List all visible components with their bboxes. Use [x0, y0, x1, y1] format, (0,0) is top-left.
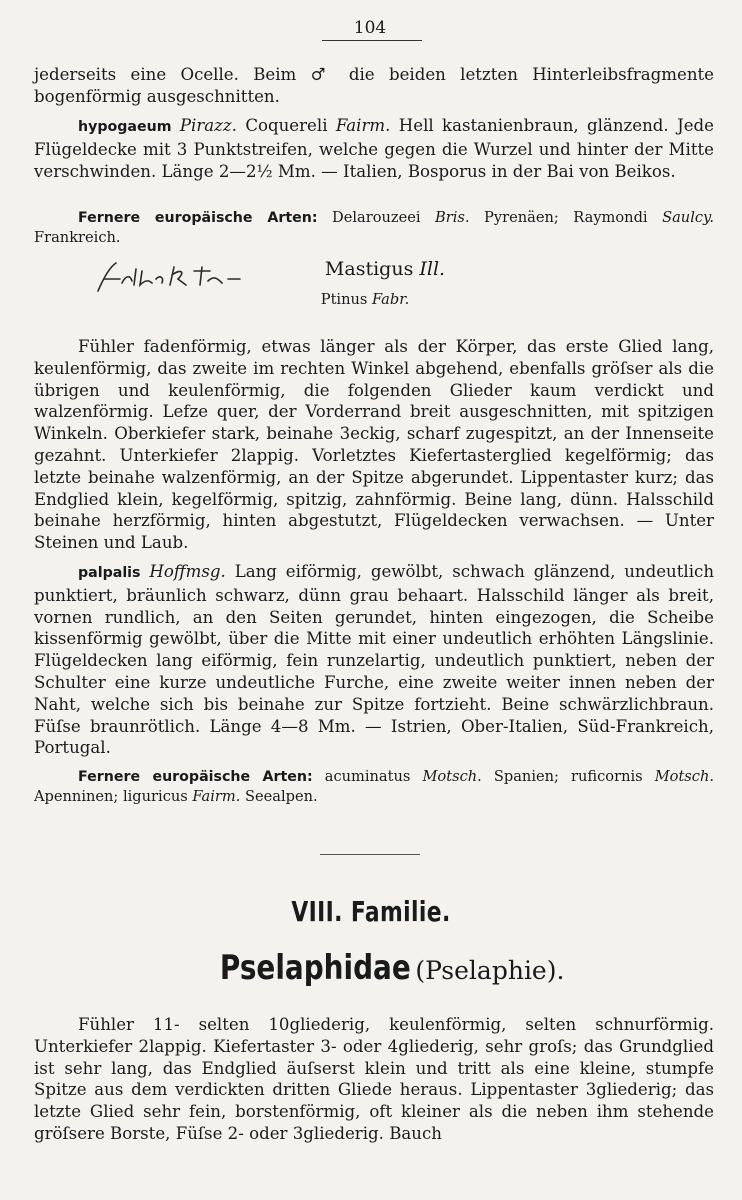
species-list-author: Fairm.	[192, 788, 241, 805]
species-author: Hoffmsg.	[149, 562, 226, 581]
species-list-author: Motsch.	[422, 768, 482, 785]
further-species-1	[34, 208, 714, 247]
family-german-name: (Pselaphie).	[415, 956, 565, 985]
family-description	[34, 1014, 714, 1145]
species-list-author: Motsch.	[654, 768, 715, 785]
species-list-text: Frankreich.	[34, 229, 121, 246]
genus-author: Ill.	[419, 258, 446, 280]
intro-paragraph	[34, 64, 714, 108]
species-list-author: Saulcy.	[662, 209, 714, 226]
further-species-2	[34, 767, 714, 806]
page-number-rule	[322, 40, 422, 41]
genus-description	[34, 336, 714, 554]
family-description-text: Fühler 11- selten 10gliederig, keulenförmig, selten schnurförmig. Unterkiefer 2lappig. Kiefertaster 3- oder 4gliederig, sehr groſs; das Grundglied ist sehr lang, das Endglied äuſserst klein und tritt als eine kleine, stumpfe Spitze aus dem verdickten dritten Gliede heraus. Lippentaster 3gliederig; das letzte Glied sehr fein, borstenförmig, oft kleiner als die neben ihm stehende gröſsere Borste, Füſse 2- oder 3gliederig. Bauch	[34, 1015, 714, 1143]
genus-synonym-author: Fabr.	[372, 291, 410, 308]
page-number: 104	[353, 18, 387, 38]
species-list-text: Apenninen; liguricus	[34, 788, 188, 805]
species-author: Pirazz.	[179, 116, 237, 135]
species-palpalis	[34, 561, 714, 759]
genus-synonym-name: Ptinus	[320, 291, 368, 308]
species-hypogaeum	[34, 115, 714, 182]
genus-description-text: Fühler fadenförmig, etwas länger als der Körper, das erste Glied lang, keulenförmig, das zweite im rechten Winkel abgehend, ebenfalls gröſser als die übrigen und keulenförmig, die folgenden Glieder kaum verdickt und walzenförmig. Lefze quer, der Vorderrand breit ausgeschnitten, mit spitzigen Winkeln. Oberkiefer stark, beinahe 3eckig, scharf zugespitzt, an der Innenseite gezahnt. Unterkiefer 2lappig. Vorletztes Kiefertasterglied kegelförmig; das letzte beinahe walzenförmig, an der Spitze abgerundet. Lippentaster kurz; das Endglied klein, kegelförmig, spitzig, zahnförmig. Beine lang, dünn. Halsschild beinahe herzförmig, hinten abgestutzt, Flügeldecken verwachsen. — Unter Steinen und Laub.	[34, 337, 714, 553]
genus-name: Mastigus	[324, 258, 414, 280]
section-divider	[320, 854, 420, 855]
family-number-heading: VIII. Familie.	[291, 895, 451, 928]
handwritten-annotation	[90, 257, 280, 297]
species-synonym: Coquereli	[245, 116, 328, 135]
further-species-label: Fernere europäische Arten:	[78, 769, 313, 785]
intro-text: jederseits eine Ocelle. Beim ♂ die beiden letzten Hinterleibsfragmente bogenförmig ausgeschnitten.	[34, 65, 714, 106]
species-list-text: Delarouzeei	[332, 209, 421, 226]
species-list-text: Pyrenäen; Raymondi	[484, 209, 648, 226]
species-list-text: Spanien; ruficornis	[493, 768, 643, 785]
genus-heading	[300, 258, 470, 280]
family-name-heading	[0, 948, 742, 988]
synonym-author: Fairm.	[335, 116, 391, 135]
species-list-author: Bris.	[435, 209, 470, 226]
genus-synonym	[290, 291, 440, 308]
species-name: hypogaeum	[78, 119, 172, 135]
further-species-label: Fernere europäische Arten:	[78, 210, 318, 226]
species-list-text: Seealpen.	[245, 788, 318, 805]
species-description: Hell kastanienbraun, glänzend. Jede Flügeldecke mit 3 Punktstreifen, welche gegen die Wurzel und hinter der Mitte verschwinden. Länge 2—2½ Mm. — Italien, Bosporus in der Bai von Beikos.	[34, 116, 714, 181]
species-description: Lang eiförmig, gewölbt, schwach glänzend, undeutlich punktiert, bräunlich schwarz, dünn grau behaart. Halsschild länger als breit, vornen rundlich, an den Seiten gerundet, hinten eingezogen, die Scheibe kissenförmig gewölbt, über die Mitte mit einer undeutlich erhöhten Längslinie. Flügeldecken lang eiförmig, fein runzelartig, undeutlich punktiert, neben der Schulter eine kurze undeutliche Furche, eine zweite weiter innen neben der Naht, welche sich bis beinahe zur Spitze fortzieht. Beine schwärzlichbraun. Füſse braunrötlich. Länge 4—8 Mm. — Istrien, Ober-Italien, Süd-Frankreich, Portugal.	[34, 562, 715, 758]
species-name: palpalis	[78, 565, 141, 581]
species-list-text: acuminatus	[324, 768, 411, 785]
family-latin-name: Pselaphidae	[219, 948, 411, 988]
